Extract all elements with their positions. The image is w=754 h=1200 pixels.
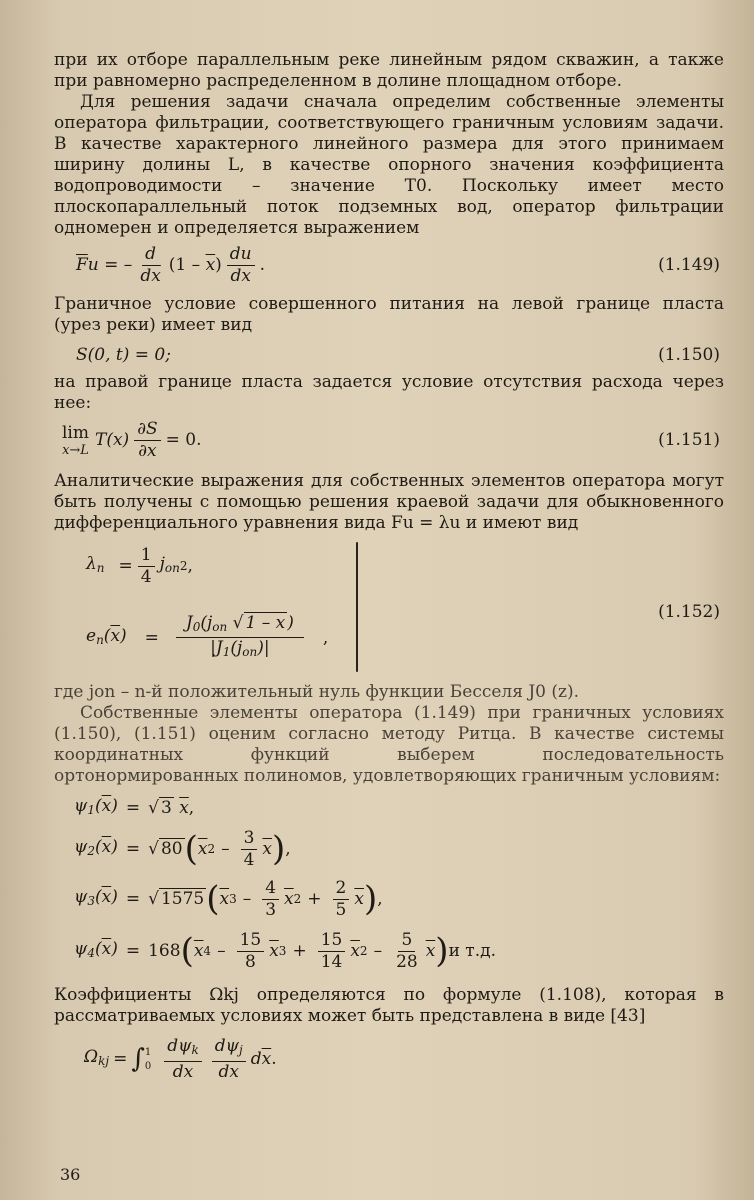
paragraph-3: Граничное условие совершенного питания на левой границе пласта (урез реки) имеет вид — [54, 294, 724, 335]
equation-number: (1.151) — [658, 430, 720, 450]
equation-omega: $\Omega_{kj}$ = ∫ 1 0 $\frac{d\psi_k}{d\overline{x}}$ $\frac{d\psi_j}{d\overline{x}}$ $d\overline{x}$ . — [84, 1036, 277, 1082]
equation-body: S(0, t) = 0; — [76, 344, 171, 365]
page-number: 36 — [60, 1165, 81, 1184]
paragraph-8: Коэффициенты Ωkj определяются по формуле (1.108), которая в рассматриваемых условиях может быть представлена в виде [43] — [54, 985, 724, 1026]
polynomials-block: $\psi_1(\overline{x})$ = √ 3 $\overline{x}$, $\psi_2(\overline{x})$ = √ 80 ( $\overline{x}$ 2 – $\frac{3}{4}$ $\overline{x}$ ) , $\psi_3(\overline{x})$ = √ 1575 ( $\overline{x}$ 3 – $\frac{4}{3}$ $\overline{x}$ 2 + $\frac{2}{5}$ $\overline{x}$ ) , $\psi_4(\overline{x})$ = 168 ( $\overline{x}$ 4 – $\frac{15}{8}$ $\overline{x}$ 3 + $\frac{15}{14}$ $\overline{x}$ 2 – $\frac{5}{28}$ $\overline{x}$ ) и т.д. — [74, 795, 496, 972]
and-so-on: и т.д. — [448, 940, 496, 961]
equation-number: (1.149) — [658, 255, 720, 275]
paragraph-5: Аналитические выражения для собственных элементов оператора могут быть получены с помощью решения краевой задачи для обыкновенного дифференциального уравнения вида Fu = λu и имеют вид — [54, 471, 724, 533]
paragraph-2: Для решения задачи сначала определим собственные элементы оператора фильтрации, соответствующего граничным условиям задачи. В качестве характерного линейного размера для этого принимаем ширину долины L, в качестве опорного значения коэффициента водопроводимости – значение T0. Поскольку имеет место плоскопараллельный поток подземных вод, оператор фильтрации одномерен и определяется выражением — [54, 92, 724, 238]
equation-number: (1.150) — [658, 344, 720, 365]
paragraph-4: на правой границе пласта задается условие отсутствия расхода через нее: — [54, 372, 724, 413]
paragraph-1: при их отборе параллельным реке линейным рядом скважин, а также при равномерно распределенном в долине площадном отборе. — [54, 50, 724, 91]
equation-1-152: $\lambda_n$ = $\frac{1}{4}$ $j_{on}$ 2 , $e_n(\overline{x})$ = $\frac{J_0(j_{on} √ 1 - \overline{x} )}{|J_1(j_{on})|}$ , (1.152) — [54, 542, 724, 682]
equation-1-149: $\overline{F}u$ = – $\frac{d}{d\overline{x}}$ $(1 - \overline{x})$ $\frac{du}{d\overline{x}}$ . (1.149) — [76, 244, 720, 286]
brace — [356, 542, 358, 672]
equation-number: (1.152) — [658, 602, 720, 622]
equation-1-151: lim x→L T(x) $\frac{\partial S}{\partial x}$ = 0. (1.151) — [62, 419, 720, 461]
paragraph-6: где jon – n-й положительный нуль функции Бесселя J0 (z). — [54, 682, 580, 702]
equation-1-150 — [54, 340, 724, 370]
paragraph-7: Собственные элементы оператора (1.149) при граничных условиях (1.150), (1.151) оценим согласно методу Ритца. В качестве системы координатных функций выберем последовательность ортонормированных полиномов, удовлетворяющих граничным условиям: — [54, 703, 724, 786]
